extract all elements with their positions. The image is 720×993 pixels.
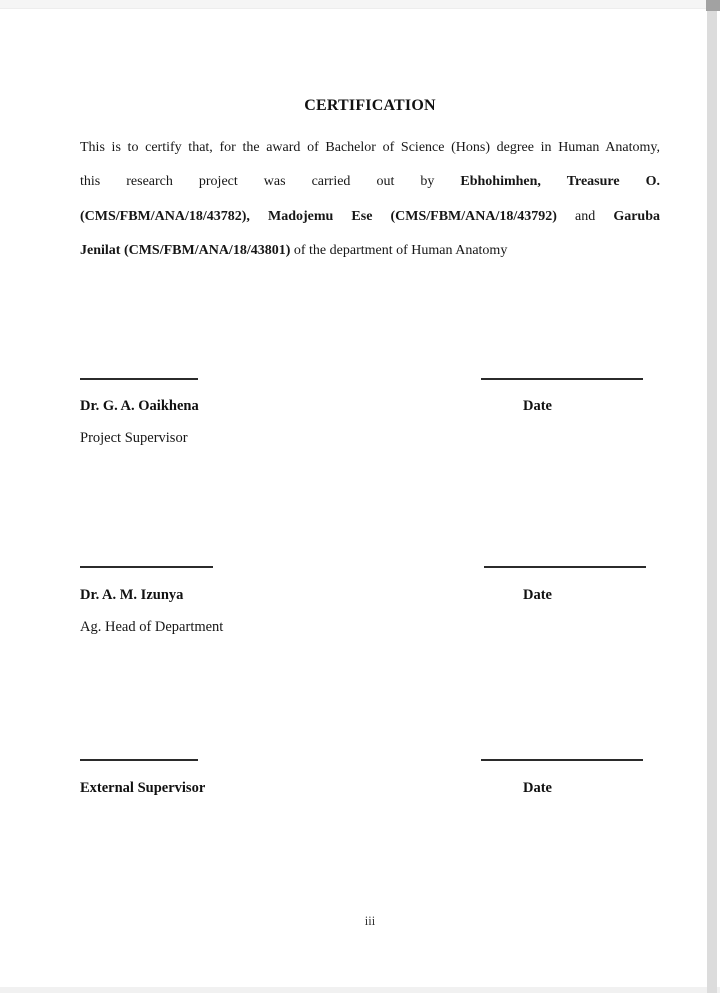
date-line [484, 566, 646, 568]
page-title: CERTIFICATION [304, 97, 436, 114]
text-run-bold: Garuba [613, 208, 661, 224]
text-run: this research project was carried out by [80, 174, 461, 190]
text-run-bold: Jenilat (CMS/FBM/ANA/18/43801) [80, 243, 291, 259]
text-run: of the department of Human Anatomy [290, 243, 508, 259]
signatory-role: Project Supervisor [80, 430, 188, 446]
text-run: and [556, 208, 614, 224]
date-line [481, 378, 643, 380]
signatory-name: External Supervisor [80, 780, 206, 796]
date-label: Date [523, 587, 552, 603]
date-line [481, 759, 643, 761]
certification-paragraph [80, 131, 660, 269]
text-run-bold: (CMS/FBM/ANA/18/43782), Madojemu Ese (CMS/FBM/ANA/18/43792) [80, 208, 557, 224]
page-bottom-edge [0, 987, 720, 993]
text-run: This is to certify that, for the award of Bachelor of Science (Hons) degree in Human Anatomy, [80, 140, 660, 155]
signatory-name: Dr. G. A. Oaikhena [80, 398, 199, 414]
paragraph-line [80, 200, 660, 234]
signatory-role: Ag. Head of Department [80, 619, 224, 635]
scrollbar-thumb-icon[interactable] [706, 0, 720, 11]
date-label: Date [523, 780, 552, 796]
signatory-name: Dr. A. M. Izunya [80, 587, 184, 603]
signature-line [80, 566, 213, 568]
text-run-bold: Ebhohimhen, Treasure O. [460, 174, 660, 190]
paragraph-line [80, 234, 660, 268]
signature-line [80, 378, 198, 380]
paragraph-line [80, 131, 660, 165]
page-number: iii [364, 914, 376, 928]
date-label: Date [523, 398, 552, 414]
signature-line [80, 759, 198, 761]
scrollbar-track[interactable] [707, 0, 717, 993]
paragraph-line [80, 165, 660, 199]
page-top-edge [0, 0, 720, 9]
